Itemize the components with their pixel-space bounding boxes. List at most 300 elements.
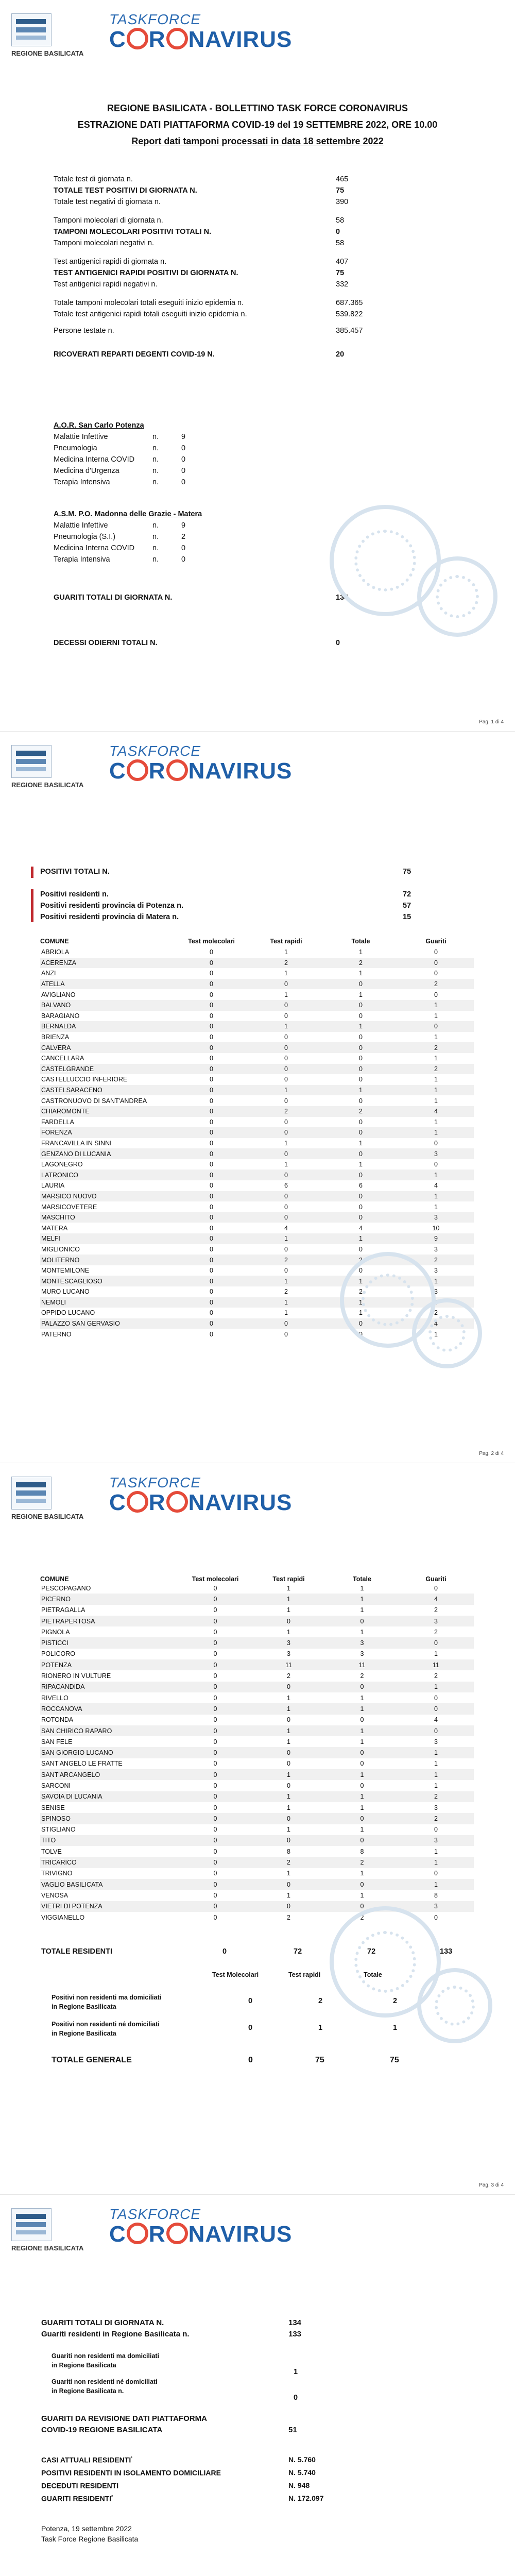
table-row bbox=[40, 1901, 474, 1912]
value-cell: 1 bbox=[287, 1870, 290, 1877]
table-row bbox=[40, 1802, 474, 1813]
ward-value: 9 bbox=[181, 433, 186, 441]
value-cell: 0 bbox=[284, 1012, 288, 1020]
value-cell: 1 bbox=[360, 1804, 364, 1811]
value-cell: 2 bbox=[434, 1672, 438, 1680]
value-cell: 0 bbox=[210, 948, 213, 956]
table-row bbox=[40, 1011, 474, 1022]
value-cell: 0 bbox=[174, 1212, 249, 1223]
casi-row-label: DECEDUTI RESIDENTI bbox=[41, 2481, 119, 2490]
value-cell: 0 bbox=[179, 1594, 251, 1604]
value-cell: 2 bbox=[249, 1106, 323, 1117]
totale-residenti-gua: 133 bbox=[440, 1947, 453, 1956]
value-cell: 1 bbox=[434, 1330, 438, 1338]
red-marker bbox=[31, 867, 33, 878]
virus-o-icon bbox=[166, 1491, 188, 1513]
table-row bbox=[40, 1233, 474, 1244]
nonres-non-domiciliati-rap: 1 bbox=[318, 2024, 323, 2032]
value-cell: 0 bbox=[179, 1703, 251, 1714]
table-row bbox=[40, 1159, 474, 1170]
value-cell: 0 bbox=[213, 1716, 217, 1724]
value-cell: 0 bbox=[323, 1000, 398, 1011]
comune-cell: RIVELLO bbox=[41, 1694, 68, 1702]
summary-row-value: 0 bbox=[336, 228, 340, 236]
coronavirus-title: C R NAVIRUS bbox=[109, 27, 293, 52]
comune-cell: SANT'ARCANGELO bbox=[40, 1769, 179, 1780]
table-row bbox=[40, 968, 474, 979]
summary-row-label: Totale tamponi molecolari totali eseguiti inizio epidemia n. bbox=[54, 299, 244, 307]
value-cell: 0 bbox=[249, 1170, 323, 1180]
comune-cell: CALVERA bbox=[40, 1042, 174, 1053]
table-row bbox=[40, 1032, 474, 1043]
value-cell: 0 bbox=[359, 1267, 363, 1275]
value-cell: 0 bbox=[174, 958, 249, 969]
value-cell: 0 bbox=[210, 1288, 213, 1296]
value-cell: 0 bbox=[179, 1879, 251, 1890]
positivi-matera-label: Positivi residenti provincia di Matera n. bbox=[40, 913, 179, 921]
comune-cell: ABRIOLA bbox=[41, 948, 70, 956]
summary-row-value: 75 bbox=[336, 187, 345, 195]
value-cell: 2 bbox=[287, 1913, 290, 1921]
comune-cell: RIPACANDIDA bbox=[40, 1682, 179, 1692]
value-cell: 1 bbox=[359, 1139, 363, 1147]
comune-cell: MONTEMILONE bbox=[41, 1267, 90, 1275]
positivi-potenza-value: 57 bbox=[403, 902, 411, 910]
ward-label: Terapia Intensiva bbox=[54, 555, 110, 564]
table-row bbox=[40, 958, 474, 969]
value-cell: 1 bbox=[287, 1694, 290, 1702]
value-cell: 1 bbox=[434, 1203, 438, 1211]
value-cell: 0 bbox=[174, 1255, 249, 1265]
guariti-totali-value: 134 bbox=[288, 2318, 302, 2327]
comune-cell: VIGGIANELLO bbox=[41, 1913, 85, 1921]
value-cell: 1 bbox=[359, 991, 363, 998]
comune-cell: TOLVE bbox=[41, 1848, 62, 1855]
value-cell: 0 bbox=[326, 1747, 398, 1758]
ward-value: 0 bbox=[181, 467, 186, 475]
page-number: Pag. 1 di 4 bbox=[479, 719, 504, 725]
value-cell: 0 bbox=[179, 1835, 251, 1846]
guariti-non-domiciliati-label-2: in Regione Basilicata n. bbox=[52, 2387, 124, 2395]
value-cell: 2 bbox=[398, 1813, 474, 1824]
value-cell: 1 bbox=[434, 1033, 438, 1041]
value-cell: 0 bbox=[434, 1584, 438, 1592]
value-cell: 1 bbox=[398, 1191, 474, 1202]
value-cell: 0 bbox=[251, 1835, 326, 1846]
comune-cell: BARAGIANO bbox=[41, 1012, 80, 1020]
value-cell: 3 bbox=[251, 1637, 326, 1648]
region-logo bbox=[11, 13, 52, 46]
taskforce-title: TASKFORCE bbox=[109, 1475, 201, 1490]
comune-cell: MOLITERNO bbox=[40, 1255, 174, 1265]
table-row bbox=[40, 1085, 474, 1096]
value-cell: 1 bbox=[360, 1826, 364, 1834]
value-cell: 0 bbox=[210, 1330, 213, 1338]
comune-cell: LAGONEGRO bbox=[41, 1161, 83, 1168]
table-row bbox=[40, 989, 474, 1000]
table-header bbox=[40, 1563, 474, 1583]
value-cell: 0 bbox=[284, 1097, 288, 1105]
value-cell: 0 bbox=[179, 1725, 251, 1736]
value-cell: 0 bbox=[249, 1148, 323, 1159]
value-cell: 0 bbox=[179, 1616, 251, 1626]
comune-cell: ROCCANOVA bbox=[40, 1703, 179, 1714]
value-cell: 0 bbox=[179, 1791, 251, 1802]
value-cell: 0 bbox=[323, 1042, 398, 1053]
comune-cell: POLICORO bbox=[41, 1650, 75, 1658]
col-totale: Totale bbox=[351, 938, 370, 945]
report-title: Report dati tamponi processati in data 18 settembre 2022 bbox=[131, 136, 384, 146]
value-cell: 0 bbox=[323, 1064, 398, 1075]
value-cell: 0 bbox=[398, 1725, 474, 1736]
hospital-1-title: A.O.R. San Carlo Potenza bbox=[54, 421, 144, 430]
page-4 bbox=[0, 2195, 515, 2576]
value-cell: 1 bbox=[284, 970, 288, 977]
table-row bbox=[40, 1170, 474, 1180]
comune-cell: PIETRAGALLA bbox=[41, 1606, 85, 1614]
comune-cell: CASTELGRANDE bbox=[40, 1064, 174, 1075]
summary-row-label: Totale test di giornata n. bbox=[54, 175, 133, 183]
value-cell: 0 bbox=[249, 1064, 323, 1075]
comune-cell: TITO bbox=[40, 1835, 179, 1846]
value-cell: 0 bbox=[360, 1716, 364, 1724]
sign-date: Potenza, 19 settembre 2022 bbox=[41, 2524, 132, 2533]
value-cell: 0 bbox=[210, 1182, 213, 1190]
value-cell: 0 bbox=[360, 1760, 364, 1768]
value-cell: 1 bbox=[249, 1021, 323, 1032]
comune-cell: VAGLIO BASILICATA bbox=[40, 1879, 179, 1890]
comune-cell: SANT'ANGELO LE FRATTE bbox=[41, 1760, 123, 1768]
casi-row-label: GUARITI $RESIDENTI^{^2}$ bbox=[41, 2494, 113, 2503]
ward-value: 0 bbox=[181, 444, 186, 452]
value-cell: 0 bbox=[174, 1042, 249, 1053]
value-cell: 1 bbox=[360, 1891, 364, 1899]
table-row bbox=[40, 1649, 474, 1659]
value-cell: 3 bbox=[398, 1212, 474, 1223]
value-cell: 1 bbox=[284, 991, 288, 998]
value-cell: 0 bbox=[251, 1879, 326, 1890]
value-cell: 11 bbox=[251, 1659, 326, 1670]
header bbox=[11, 10, 300, 67]
value-cell: 0 bbox=[359, 1203, 363, 1211]
nonres-domiciliati-label-2: in Regione Basilicata bbox=[52, 2003, 116, 2010]
coronavirus-title: C R NAVIRUS bbox=[109, 758, 293, 784]
comune-cell: PIETRAPERTOSA bbox=[40, 1616, 179, 1626]
value-cell: 0 bbox=[287, 1782, 290, 1789]
header bbox=[11, 2205, 300, 2262]
value-cell: 0 bbox=[213, 1848, 217, 1855]
value-cell: 0 bbox=[359, 1330, 363, 1338]
table-row bbox=[40, 1813, 474, 1824]
comune-cell: BRIENZA bbox=[41, 1033, 70, 1041]
value-cell: 8 bbox=[287, 1848, 290, 1855]
value-cell: 0 bbox=[284, 1267, 288, 1275]
comune-cell: LAURIA bbox=[41, 1182, 65, 1190]
value-cell: 0 bbox=[210, 1118, 213, 1126]
value-cell: 1 bbox=[287, 1891, 290, 1899]
positivi-residenti-label: Positivi residenti n. bbox=[40, 890, 109, 899]
comune-cell: AVIGLIANO bbox=[41, 991, 76, 998]
casi-row-value: N. 5.760 bbox=[288, 2455, 316, 2464]
value-cell: 0 bbox=[359, 1033, 363, 1041]
summary-row-label: TEST ANTIGENICI RAPIDI POSITIVI DI GIORNATA N. bbox=[54, 269, 238, 277]
page-1 bbox=[0, 0, 515, 732]
virus-o-icon bbox=[166, 28, 188, 49]
table-row bbox=[40, 1780, 474, 1791]
value-cell: 0 bbox=[326, 1682, 398, 1692]
value-cell: 3 bbox=[434, 1738, 438, 1745]
value-cell: 2 bbox=[398, 1255, 474, 1265]
totale-generale-mol: 0 bbox=[248, 2056, 253, 2064]
comune-cell: MATERA bbox=[41, 1224, 68, 1232]
value-cell: 1 bbox=[287, 1804, 290, 1811]
ward-n: n. bbox=[152, 478, 159, 486]
summary-row-value: 465 bbox=[336, 175, 349, 183]
virus-watermark-icon bbox=[417, 1968, 492, 2043]
ward-n: n. bbox=[152, 544, 159, 552]
comune-cell: PIGNOLA bbox=[41, 1628, 70, 1636]
nonres-domiciliati-rap: 2 bbox=[318, 1997, 323, 2005]
value-cell: 1 bbox=[434, 1076, 438, 1083]
decessi-value: 0 bbox=[336, 639, 340, 647]
value-cell: 8 bbox=[360, 1848, 364, 1855]
value-cell: 0 bbox=[174, 1064, 249, 1075]
value-cell: 1 bbox=[359, 1161, 363, 1168]
value-cell: 1 bbox=[249, 1297, 323, 1308]
hospital-2-title: A.S.M. P.O. Madonna delle Grazie - Matera bbox=[54, 510, 202, 518]
ward-n: n. bbox=[152, 533, 159, 541]
value-cell: 1 bbox=[434, 1118, 438, 1126]
page-2 bbox=[0, 732, 515, 1463]
value-cell: 0 bbox=[174, 1021, 249, 1032]
table-row bbox=[40, 1659, 474, 1670]
casi-row-value: N. 172.097 bbox=[288, 2494, 324, 2502]
table-row bbox=[40, 947, 474, 958]
summary-row-label: TAMPONI MOLECOLARI POSITIVI TOTALI N. bbox=[54, 228, 212, 236]
comune-cell: MIGLIONICO bbox=[41, 1245, 80, 1253]
summary-row-value: 385.457 bbox=[336, 327, 363, 335]
value-cell: 1 bbox=[434, 1055, 438, 1062]
value-cell: 1 bbox=[360, 1584, 364, 1592]
value-cell: 1 bbox=[434, 1650, 438, 1658]
table-row bbox=[40, 1835, 474, 1846]
ward-n: n. bbox=[152, 433, 159, 441]
value-cell: 0 bbox=[249, 979, 323, 990]
positivi-matera-value: 15 bbox=[403, 913, 411, 921]
value-cell: 1 bbox=[284, 1139, 288, 1147]
ward-label: Medicina Interna COVID bbox=[54, 455, 135, 464]
value-cell: 2 bbox=[360, 1913, 364, 1921]
ward-value: 0 bbox=[181, 544, 186, 552]
value-cell: 0 bbox=[284, 1033, 288, 1041]
value-cell: 3 bbox=[434, 1804, 438, 1811]
value-cell: 3 bbox=[287, 1650, 290, 1658]
ward-value: 0 bbox=[181, 478, 186, 486]
sub-header-rap: Test rapidi bbox=[288, 1971, 321, 1978]
totale-residenti-mol: 0 bbox=[222, 1947, 227, 1956]
comune-cell: CANCELLARA bbox=[41, 1055, 84, 1062]
guariti-non-domiciliati-label: Guariti non residenti né domiciliati bbox=[52, 2378, 158, 2385]
value-cell: 1 bbox=[398, 1000, 474, 1011]
comune-cell: BERNALDA bbox=[40, 1021, 174, 1032]
value-cell: 1 bbox=[398, 1085, 474, 1096]
region-logo bbox=[11, 2208, 52, 2241]
totale-residenti-tot: 72 bbox=[367, 1947, 376, 1956]
totale-residenti-label: TOTALE RESIDENTI bbox=[41, 1947, 113, 1956]
ward-n: n. bbox=[152, 555, 159, 564]
value-cell: 1 bbox=[398, 1769, 474, 1780]
col-test-rapidi: Test rapidi bbox=[272, 1575, 305, 1583]
value-cell: 1 bbox=[398, 1170, 474, 1180]
summary-row-label: RICOVERATI REPARTI DEGENTI COVID-19 N. bbox=[54, 350, 215, 359]
comune-cell: FRANCAVILLA IN SINNI bbox=[41, 1139, 112, 1147]
value-cell: 0 bbox=[323, 979, 398, 990]
ward-value: 0 bbox=[181, 455, 186, 464]
value-cell: 2 bbox=[284, 1288, 288, 1296]
casi-row-label: CASI ATTUALI $RESIDENTI^{^1}$ bbox=[41, 2455, 133, 2464]
value-cell: 4 bbox=[398, 1318, 474, 1329]
table-header bbox=[40, 936, 474, 947]
comune-cell: NEMOLI bbox=[40, 1297, 174, 1308]
value-cell: 0 bbox=[284, 1330, 288, 1338]
value-cell: 0 bbox=[284, 1076, 288, 1083]
value-cell: 3 bbox=[398, 1901, 474, 1912]
value-cell: 2 bbox=[359, 1288, 363, 1296]
page-number: Pag. 3 di 4 bbox=[479, 2182, 504, 2188]
value-cell: 0 bbox=[210, 1224, 213, 1232]
value-cell: 1 bbox=[284, 1161, 288, 1168]
value-cell: 0 bbox=[213, 1606, 217, 1614]
value-cell: 0 bbox=[174, 1000, 249, 1011]
value-cell: 0 bbox=[251, 1616, 326, 1626]
guariti-residenti-value: 133 bbox=[288, 2330, 302, 2338]
nonres-non-domiciliati-mol: 0 bbox=[248, 2024, 253, 2032]
value-cell: 1 bbox=[323, 1297, 398, 1308]
comune-cell: VIETRI DI POTENZA bbox=[40, 1901, 179, 1912]
table-row bbox=[40, 1637, 474, 1648]
value-cell: 0 bbox=[398, 1703, 474, 1714]
value-cell: 0 bbox=[179, 1637, 251, 1648]
summary-row-value: 687.365 bbox=[336, 299, 363, 307]
summary-row-label: Tamponi molecolari negativi n. bbox=[54, 239, 154, 247]
comune-cell: MARSICO NUOVO bbox=[40, 1191, 174, 1202]
value-cell: 0 bbox=[213, 1650, 217, 1658]
comune-cell: MONTESCAGLIOSO bbox=[40, 1276, 174, 1286]
value-cell: 2 bbox=[398, 1791, 474, 1802]
value-cell: 2 bbox=[326, 1857, 398, 1868]
comune-cell: SAN FELE bbox=[41, 1738, 73, 1745]
sign-name: Task Force Regione Basilicata bbox=[41, 2535, 139, 2543]
table-row bbox=[40, 1244, 474, 1255]
value-cell: 0 bbox=[213, 1782, 217, 1789]
table-row bbox=[40, 1626, 474, 1637]
value-cell: 4 bbox=[284, 1224, 288, 1232]
value-cell: 0 bbox=[284, 1245, 288, 1253]
value-cell: 0 bbox=[174, 1106, 249, 1117]
value-cell: 1 bbox=[326, 1769, 398, 1780]
value-cell: 0 bbox=[398, 1021, 474, 1032]
value-cell: 3 bbox=[326, 1637, 398, 1648]
value-cell: 1 bbox=[398, 1276, 474, 1286]
comune-cell: OPPIDO LUCANO bbox=[41, 1309, 95, 1317]
comune-cell: MARSICOVETERE bbox=[41, 1203, 97, 1211]
value-cell: 6 bbox=[359, 1182, 363, 1190]
value-cell: 0 bbox=[323, 1191, 398, 1202]
positivi-potenza-label: Positivi residenti provincia di Potenza n. bbox=[40, 902, 183, 910]
value-cell: 0 bbox=[174, 1297, 249, 1308]
value-cell: 3 bbox=[398, 1148, 474, 1159]
value-cell: 10 bbox=[432, 1224, 440, 1232]
value-cell: 0 bbox=[174, 1276, 249, 1286]
nonres-non-domiciliati-label-2: in Regione Basilicata bbox=[52, 2030, 116, 2037]
table-row bbox=[40, 1042, 474, 1053]
nonres-non-domiciliati-tot: 1 bbox=[393, 2024, 398, 2032]
comune-cell: CHIAROMONTE bbox=[40, 1106, 174, 1117]
value-cell: 1 bbox=[249, 1276, 323, 1286]
value-cell: 0 bbox=[323, 1127, 398, 1138]
guariti-residenti-label: Guariti residenti in Regione Basilicata n. bbox=[41, 2330, 190, 2338]
value-cell: 0 bbox=[326, 1835, 398, 1846]
value-cell: 1 bbox=[360, 1870, 364, 1877]
region-logo bbox=[11, 745, 52, 778]
comune-cell: SAN GIORGIO LUCANO bbox=[40, 1747, 179, 1758]
ward-label: Malattie Infettive bbox=[54, 433, 108, 441]
ward-value: 9 bbox=[181, 521, 186, 530]
page-3 bbox=[0, 1463, 515, 2195]
value-cell: 0 bbox=[360, 1782, 364, 1789]
value-cell: 1 bbox=[287, 1738, 290, 1745]
table-row bbox=[40, 1857, 474, 1868]
value-cell: 1 bbox=[287, 1584, 290, 1592]
value-cell: 0 bbox=[213, 1870, 217, 1877]
comune-cell: LATRONICO bbox=[40, 1170, 174, 1180]
value-cell: 0 bbox=[213, 1826, 217, 1834]
table-row bbox=[40, 1616, 474, 1626]
ward-n: n. bbox=[152, 444, 159, 452]
comune-cell: ROTONDA bbox=[41, 1716, 74, 1724]
value-cell: 0 bbox=[174, 1148, 249, 1159]
table-row bbox=[40, 1736, 474, 1747]
value-cell: 0 bbox=[213, 1628, 217, 1636]
value-cell: 1 bbox=[359, 948, 363, 956]
header bbox=[11, 1473, 300, 1530]
value-cell: 2 bbox=[434, 1628, 438, 1636]
table-row bbox=[40, 1000, 474, 1011]
value-cell: 3 bbox=[434, 1288, 438, 1296]
value-cell: 0 bbox=[210, 1097, 213, 1105]
value-cell: 0 bbox=[323, 1148, 398, 1159]
guariti-revisione-value: 51 bbox=[288, 2426, 297, 2434]
value-cell: 0 bbox=[174, 1127, 249, 1138]
value-cell: 1 bbox=[284, 948, 288, 956]
value-cell: 4 bbox=[398, 1106, 474, 1117]
guariti-domiciliati-label: Guariti non residenti ma domiciliati bbox=[52, 2352, 160, 2360]
taskforce-title: TASKFORCE bbox=[109, 2206, 201, 2222]
table-row bbox=[40, 1747, 474, 1758]
value-cell: 9 bbox=[398, 1233, 474, 1244]
value-cell: 0 bbox=[323, 1212, 398, 1223]
value-cell: 0 bbox=[287, 1760, 290, 1768]
summary-row-value: 58 bbox=[336, 239, 345, 247]
guariti-non-domiciliati-value: 0 bbox=[294, 2394, 298, 2402]
ward-n: n. bbox=[152, 521, 159, 530]
value-cell: 1 bbox=[398, 1127, 474, 1138]
value-cell: 2 bbox=[398, 1064, 474, 1075]
value-cell: 0 bbox=[249, 1042, 323, 1053]
value-cell: 0 bbox=[398, 1297, 474, 1308]
comune-cell: VENOSA bbox=[41, 1891, 68, 1899]
col-test-molecolari: Test molecolari bbox=[192, 1575, 239, 1583]
